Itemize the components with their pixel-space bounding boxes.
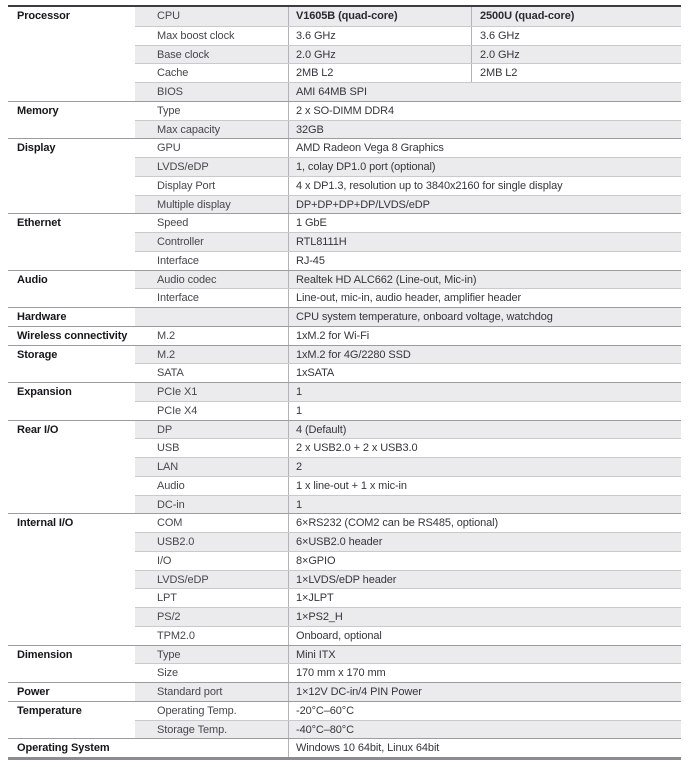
category-spacer bbox=[8, 45, 135, 64]
category-spacer bbox=[8, 232, 135, 251]
spec-key: Cache bbox=[157, 67, 189, 80]
category-label: Display bbox=[17, 142, 56, 155]
spec-value: 1 bbox=[296, 386, 303, 398]
spec-row bbox=[8, 157, 681, 176]
spec-key: LVDS/eDP bbox=[157, 161, 209, 173]
category-spacer bbox=[8, 607, 135, 626]
spec-values bbox=[288, 589, 681, 607]
spec-value: 2 x USB2.0 + 2 x USB3.0 bbox=[296, 442, 418, 455]
spec-row bbox=[8, 138, 681, 157]
spec-value-col2: 2500U (quad-core) bbox=[471, 7, 681, 26]
spec-values bbox=[288, 327, 681, 345]
category-spacer bbox=[8, 570, 135, 589]
spec-row bbox=[8, 345, 681, 364]
spec-row-content bbox=[135, 551, 681, 570]
spec-values bbox=[288, 7, 681, 26]
spec-row-content bbox=[135, 327, 681, 345]
spec-value: Onboard, optional bbox=[296, 629, 382, 642]
category-label: Internal I/O bbox=[17, 517, 74, 530]
spec-values bbox=[288, 702, 681, 720]
spec-row-content bbox=[135, 383, 681, 401]
spec-values bbox=[288, 158, 681, 176]
category-spacer bbox=[8, 157, 135, 176]
spec-row-content bbox=[135, 82, 681, 101]
spec-key: Display Port bbox=[157, 179, 216, 192]
spec-row bbox=[8, 363, 681, 382]
spec-value: 1×PS2_H bbox=[296, 611, 343, 623]
spec-row-content bbox=[135, 532, 681, 551]
spec-key: PS/2 bbox=[157, 611, 181, 623]
spec-row bbox=[8, 195, 681, 214]
spec-row-content bbox=[135, 607, 681, 626]
spec-row-content bbox=[135, 683, 681, 701]
spec-row bbox=[8, 307, 681, 326]
spec-key: Interface bbox=[157, 254, 199, 267]
spec-key: LVDS/eDP bbox=[157, 573, 209, 586]
spec-values bbox=[288, 346, 681, 364]
spec-row-content bbox=[135, 232, 681, 251]
spec-row-content bbox=[135, 288, 681, 307]
category-label: Ethernet bbox=[17, 217, 61, 230]
spec-row bbox=[8, 682, 681, 701]
category-label: Audio bbox=[17, 273, 48, 286]
spec-value: 1×12V DC-in/4 PIN Power bbox=[296, 686, 422, 698]
spec-value: CPU system temperature, onboard voltage, watchdog bbox=[296, 311, 553, 323]
spec-row-content bbox=[135, 176, 681, 195]
spec-row-content bbox=[135, 514, 681, 532]
spec-values bbox=[288, 552, 681, 570]
spec-key bbox=[135, 739, 288, 757]
category-spacer bbox=[8, 626, 135, 645]
spec-row-content bbox=[135, 26, 681, 45]
category-spacer bbox=[8, 363, 135, 382]
spec-key: BIOS bbox=[157, 86, 183, 98]
spec-values bbox=[288, 721, 681, 739]
spec-row bbox=[8, 663, 681, 682]
spec-row bbox=[8, 63, 681, 82]
spec-key: Base clock bbox=[157, 48, 210, 61]
spec-value: 4 (Default) bbox=[296, 423, 347, 436]
spec-value: -20°C–60°C bbox=[296, 704, 354, 717]
spec-value: 170 mm x 170 mm bbox=[296, 667, 386, 680]
spec-row bbox=[8, 232, 681, 251]
spec-row bbox=[8, 45, 681, 64]
category-spacer bbox=[8, 26, 135, 45]
category-spacer bbox=[8, 195, 135, 214]
category-label: Power bbox=[17, 686, 50, 698]
spec-row bbox=[8, 513, 681, 532]
spec-key: DC-in bbox=[157, 498, 185, 511]
spec-value: 1 x line-out + 1 x mic-in bbox=[296, 479, 407, 492]
spec-values bbox=[288, 421, 681, 439]
spec-value: Windows 10 64bit, Linux 64bit bbox=[296, 742, 440, 755]
spec-value: RJ-45 bbox=[296, 254, 325, 267]
category-label: Processor bbox=[17, 10, 70, 22]
spec-key: USB2.0 bbox=[157, 536, 195, 548]
spec-row-content bbox=[135, 421, 681, 439]
category-spacer bbox=[8, 82, 135, 101]
spec-values bbox=[288, 27, 681, 45]
spec-row-content bbox=[135, 438, 681, 457]
spec-values bbox=[288, 739, 681, 757]
spec-value: 4 x DP1.3, resolution up to 3840x2160 for single display bbox=[296, 179, 563, 192]
spec-key: Controller bbox=[157, 236, 204, 248]
category-label: Memory bbox=[17, 104, 59, 117]
spec-row bbox=[8, 401, 681, 420]
spec-row-content bbox=[135, 663, 681, 682]
spec-values bbox=[288, 514, 681, 532]
spec-row-content bbox=[135, 214, 681, 232]
category-spacer bbox=[8, 251, 135, 270]
spec-values bbox=[288, 308, 681, 326]
spec-key: Interface bbox=[157, 292, 199, 305]
spec-row-content bbox=[135, 702, 681, 720]
spec-value: 1 bbox=[296, 404, 303, 417]
spec-value: 1xM.2 for Wi-Fi bbox=[296, 329, 370, 342]
spec-row bbox=[8, 82, 681, 101]
spec-row bbox=[8, 120, 681, 139]
spec-value-col2: 2MB L2 bbox=[471, 64, 681, 82]
spec-key: Storage Temp. bbox=[157, 723, 228, 736]
spec-row bbox=[8, 26, 681, 45]
spec-value: DP+DP+DP+DP/LVDS/eDP bbox=[296, 198, 430, 211]
spec-value-col1: 2.0 GHz bbox=[296, 48, 336, 61]
spec-key: Audio codec bbox=[157, 273, 217, 286]
spec-values bbox=[288, 46, 681, 64]
spec-row bbox=[8, 551, 681, 570]
spec-key: GPU bbox=[157, 142, 181, 155]
category-label: Temperature bbox=[17, 704, 82, 717]
spec-row-content bbox=[135, 120, 681, 139]
spec-row bbox=[8, 251, 681, 270]
spec-row bbox=[8, 270, 681, 289]
spec-key: TPM2.0 bbox=[157, 629, 195, 642]
spec-value: 1 GbE bbox=[296, 217, 327, 230]
spec-row-content bbox=[135, 308, 681, 326]
spec-row bbox=[8, 101, 681, 120]
spec-key: LAN bbox=[157, 461, 179, 473]
spec-values bbox=[288, 83, 681, 101]
category-spacer bbox=[8, 63, 135, 82]
spec-row-content bbox=[135, 457, 681, 476]
spec-values bbox=[288, 64, 681, 82]
spec-row bbox=[8, 738, 681, 757]
category-label: Dimension bbox=[17, 648, 73, 661]
spec-value: Line-out, mic-in, audio header, amplifier header bbox=[296, 292, 522, 305]
spec-key: SATA bbox=[157, 367, 184, 380]
spec-values bbox=[288, 402, 681, 420]
spec-value: 1xSATA bbox=[296, 367, 335, 380]
spec-values bbox=[288, 177, 681, 195]
spec-values bbox=[288, 571, 681, 589]
category-spacer bbox=[8, 176, 135, 195]
spec-values bbox=[288, 271, 681, 289]
spec-row bbox=[8, 288, 681, 307]
spec-row-content bbox=[135, 570, 681, 589]
spec-value: 1×JLPT bbox=[296, 592, 334, 605]
spec-key: Standard port bbox=[157, 686, 223, 698]
spec-value: 1xM.2 for 4G/2280 SSD bbox=[296, 348, 411, 361]
spec-values bbox=[288, 646, 681, 664]
spec-row bbox=[8, 213, 681, 232]
spec-key: Type bbox=[157, 104, 181, 117]
spec-key: M.2 bbox=[157, 348, 176, 361]
spec-values bbox=[288, 664, 681, 682]
spec-values bbox=[288, 683, 681, 701]
spec-value: AMD Radeon Vega 8 Graphics bbox=[296, 142, 444, 155]
spec-value: 1, colay DP1.0 port (optional) bbox=[296, 161, 436, 173]
spec-value: 2 bbox=[296, 461, 303, 473]
spec-value: Mini ITX bbox=[296, 648, 336, 661]
spec-key: PCIe X4 bbox=[157, 404, 198, 417]
spec-values bbox=[288, 233, 681, 251]
spec-values bbox=[288, 121, 681, 139]
category-spacer bbox=[8, 720, 135, 739]
spec-values bbox=[288, 289, 681, 307]
spec-row bbox=[8, 420, 681, 439]
spec-row-content bbox=[135, 720, 681, 739]
category-label: Expansion bbox=[17, 386, 72, 398]
spec-row bbox=[8, 457, 681, 476]
spec-row-content bbox=[135, 63, 681, 82]
spec-row-content bbox=[135, 139, 681, 157]
spec-values bbox=[288, 608, 681, 626]
spec-row-content bbox=[135, 251, 681, 270]
spec-row-content bbox=[135, 157, 681, 176]
spec-values bbox=[288, 477, 681, 495]
spec-values bbox=[288, 139, 681, 157]
spec-value: 6×RS232 (COM2 can be RS485, optional) bbox=[296, 517, 499, 530]
spec-row-content bbox=[135, 401, 681, 420]
spec-row bbox=[8, 495, 681, 514]
spec-row bbox=[8, 7, 681, 26]
spec-value-col1: V1605B (quad-core) bbox=[296, 10, 398, 22]
spec-row bbox=[8, 588, 681, 607]
spec-row-content bbox=[135, 626, 681, 645]
spec-value-col2: 3.6 GHz bbox=[471, 27, 681, 45]
spec-row-content bbox=[135, 195, 681, 214]
spec-values bbox=[288, 364, 681, 382]
spec-table bbox=[8, 5, 681, 760]
spec-row-content bbox=[135, 271, 681, 289]
spec-key: DP bbox=[157, 423, 173, 436]
spec-values bbox=[288, 214, 681, 232]
spec-key: M.2 bbox=[157, 329, 176, 342]
category-spacer bbox=[8, 457, 135, 476]
spec-row bbox=[8, 570, 681, 589]
spec-value: RTL8111H bbox=[296, 236, 347, 248]
spec-row-content bbox=[135, 739, 681, 757]
spec-key: CPU bbox=[157, 10, 180, 22]
spec-value-col1: 2MB L2 bbox=[296, 67, 334, 80]
category-label: Storage bbox=[17, 348, 58, 361]
spec-values bbox=[288, 196, 681, 214]
spec-value-col1: 3.6 GHz bbox=[296, 29, 336, 42]
spec-key bbox=[135, 308, 288, 326]
spec-value: 1×LVDS/eDP header bbox=[296, 573, 397, 586]
spec-row-content bbox=[135, 102, 681, 120]
spec-row bbox=[8, 645, 681, 664]
spec-row bbox=[8, 176, 681, 195]
spec-value-col2: 2.0 GHz bbox=[471, 46, 681, 64]
spec-value: Realtek HD ALC662 (Line-out, Mic-in) bbox=[296, 273, 477, 286]
spec-row-content bbox=[135, 476, 681, 495]
spec-value: 1 bbox=[296, 498, 303, 511]
spec-row-content bbox=[135, 646, 681, 664]
spec-value: 6×USB2.0 header bbox=[296, 536, 383, 548]
spec-values bbox=[288, 439, 681, 457]
spec-row bbox=[8, 382, 681, 401]
spec-value: 8×GPIO bbox=[296, 554, 336, 567]
spec-key: USB bbox=[157, 442, 180, 455]
category-spacer bbox=[8, 401, 135, 420]
spec-values bbox=[288, 102, 681, 120]
spec-row-content bbox=[135, 45, 681, 64]
spec-row bbox=[8, 720, 681, 739]
category-spacer bbox=[8, 438, 135, 457]
spec-row bbox=[8, 438, 681, 457]
spec-key: I/O bbox=[157, 554, 172, 567]
spec-row-content bbox=[135, 495, 681, 514]
spec-values bbox=[288, 458, 681, 476]
spec-key: Size bbox=[157, 667, 178, 680]
spec-values bbox=[288, 383, 681, 401]
spec-key: Type bbox=[157, 648, 181, 661]
spec-value: 2 x SO-DIMM DDR4 bbox=[296, 104, 395, 117]
spec-row-content bbox=[135, 7, 681, 26]
category-spacer bbox=[8, 288, 135, 307]
spec-row bbox=[8, 701, 681, 720]
spec-values bbox=[288, 533, 681, 551]
spec-row-content bbox=[135, 363, 681, 382]
category-spacer bbox=[8, 120, 135, 139]
spec-row bbox=[8, 532, 681, 551]
spec-key: Multiple display bbox=[157, 198, 231, 211]
spec-key: LPT bbox=[157, 592, 177, 605]
category-spacer bbox=[8, 532, 135, 551]
spec-row-content bbox=[135, 588, 681, 607]
spec-row bbox=[8, 626, 681, 645]
spec-values bbox=[288, 627, 681, 645]
spec-row bbox=[8, 326, 681, 345]
category-spacer bbox=[8, 495, 135, 514]
category-spacer bbox=[8, 551, 135, 570]
spec-key: PCIe X1 bbox=[157, 386, 198, 398]
spec-values bbox=[288, 252, 681, 270]
category-spacer bbox=[8, 588, 135, 607]
spec-key: Speed bbox=[157, 217, 189, 230]
spec-key: Operating Temp. bbox=[157, 704, 237, 717]
spec-value: AMI 64MB SPI bbox=[296, 86, 367, 98]
category-spacer bbox=[8, 476, 135, 495]
category-label: Hardware bbox=[17, 311, 67, 323]
spec-values bbox=[288, 496, 681, 514]
category-label: Operating System bbox=[17, 742, 110, 755]
spec-key: COM bbox=[157, 517, 183, 530]
spec-key: Max capacity bbox=[157, 123, 220, 136]
category-spacer bbox=[8, 663, 135, 682]
spec-row bbox=[8, 476, 681, 495]
spec-key: Max boost clock bbox=[157, 29, 235, 42]
spec-value: 32GB bbox=[296, 123, 324, 136]
spec-row bbox=[8, 607, 681, 626]
spec-key: Audio bbox=[157, 479, 185, 492]
spec-value: -40°C–80°C bbox=[296, 723, 354, 736]
category-label: Rear I/O bbox=[17, 423, 59, 436]
spec-row-content bbox=[135, 346, 681, 364]
category-label: Wireless connectivity bbox=[17, 329, 128, 342]
